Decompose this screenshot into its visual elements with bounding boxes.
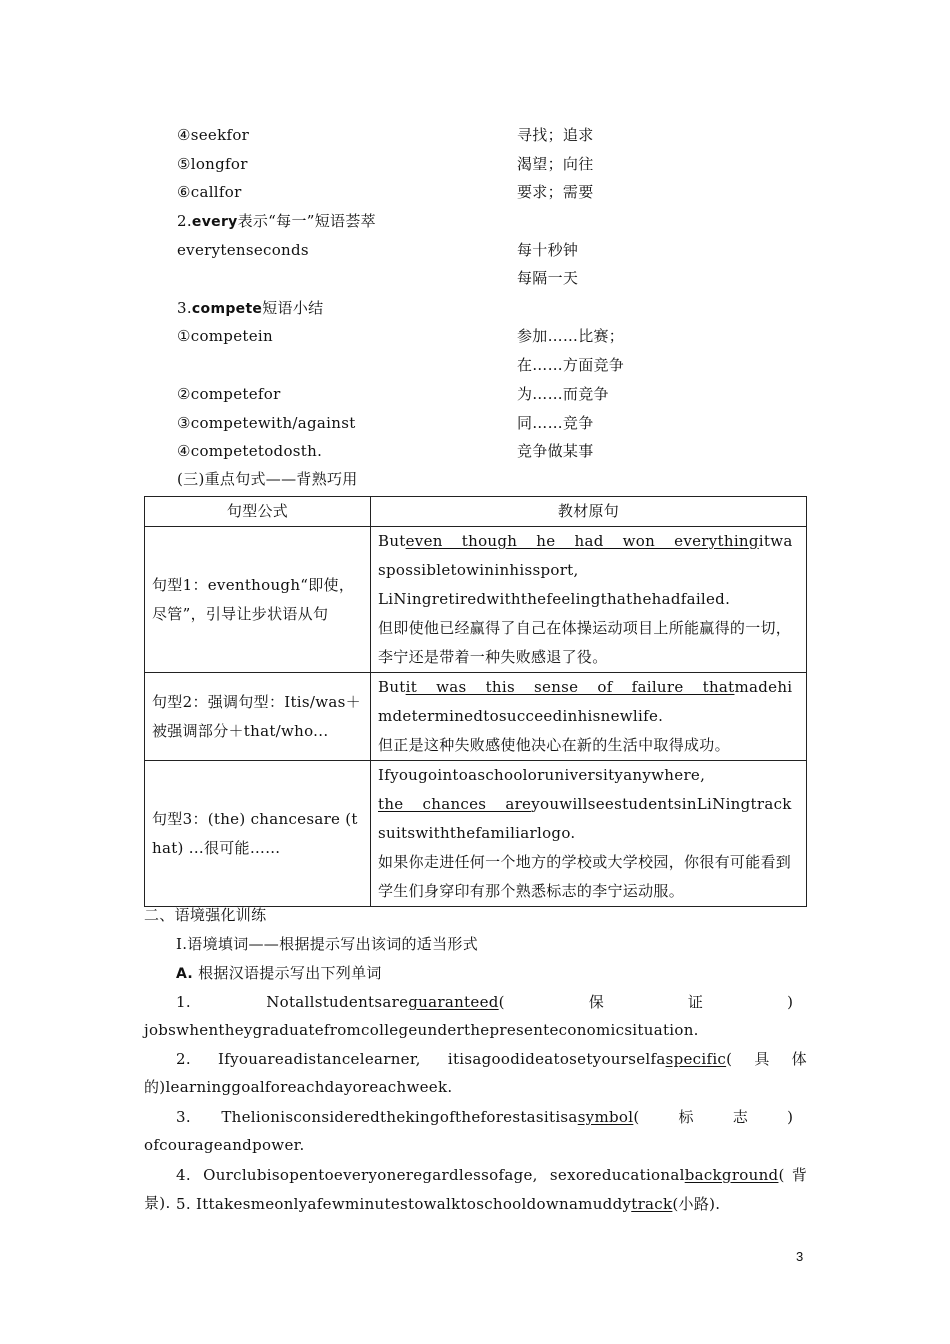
phrase-cn: 要求；需要	[517, 183, 594, 201]
compete-item-en: ②competefor	[177, 385, 281, 403]
exercise-text: ofcourageandpower.	[144, 1136, 305, 1154]
exercise-text: Ifyouareadistancelearner, itisagoodideatosetyourselfa	[218, 1050, 666, 1068]
underlined-phrase: even though he had won everything	[405, 532, 759, 550]
table-row	[145, 761, 807, 907]
every-heading	[177, 211, 376, 232]
example-text: LiNingretiredwiththefeelingthathehadfailed.	[378, 590, 731, 608]
compete-item-en: ①competein	[177, 327, 273, 345]
every-item-cn: 每十秒钟	[517, 241, 579, 259]
part-a-heading	[144, 959, 807, 988]
example-text: youwillseestudentsinLiNingtracksuitswiththefamiliarlogo.	[378, 795, 792, 842]
example-cell	[371, 527, 807, 673]
exercise-answer: specific	[665, 1050, 727, 1068]
phrase-cn: 寻找；追求	[517, 126, 594, 144]
exercise-hint: (保证)	[498, 993, 807, 1011]
compete-heading	[177, 298, 323, 319]
exercise-answer: guaranteed	[408, 993, 499, 1011]
sentence-section-title: (三)重点句式——背熟巧用	[177, 470, 358, 488]
table-row	[145, 527, 807, 673]
exercise-item	[144, 1190, 807, 1218]
pattern-cell: 句型1：eventhough“即使，尽管”，引导让步状语从句	[145, 527, 371, 673]
exercise-text: Ittakesmeonlyafewminutestowalktoschooldownamuddy	[196, 1195, 632, 1213]
exercise-hint: (背景)	[144, 1166, 807, 1212]
exercise-text: .	[165, 1194, 171, 1212]
exercise-hint: (具体的)	[144, 1050, 807, 1096]
exercise-text: jobswhentheygraduatefromcollegeunderthepresenteconomicsituation.	[144, 1021, 699, 1039]
exercise-item	[144, 1045, 807, 1101]
part-title: Ⅰ.语境填词——根据提示写出该词的适当形式	[176, 935, 478, 953]
compete-item-cn: 竞争做某事	[517, 442, 594, 460]
example-text: But	[378, 678, 406, 696]
exercise-text: Ourclubisopentoeveryoneregardlessofage, sexoreducational	[203, 1166, 685, 1184]
exercise-hint: (小路)	[672, 1195, 716, 1213]
underlined-phrase: the chances are	[378, 795, 532, 813]
exercise-answer: symbol	[577, 1108, 634, 1126]
example-translation: 但即使他已经赢得了自己在体操运动项目上所能赢得的一切，李宁还是带着一种失败感退了役。	[378, 619, 792, 666]
exercise-text: .	[715, 1195, 721, 1213]
exercise-text: Notallstudentsare	[266, 993, 409, 1011]
compete-num: 3.	[177, 299, 192, 317]
phrase-en: ⑤longfor	[177, 155, 248, 173]
compete-item-cn: 同……竞争	[517, 414, 594, 432]
exercise-number: 4.	[176, 1166, 191, 1184]
exercise-text: Thelionisconsideredthekingoftheforestasitisa	[221, 1108, 578, 1126]
table-header: 句型公式	[145, 497, 371, 527]
exercise-number: 1.	[176, 993, 191, 1011]
compete-heading-text: 短语小结	[262, 299, 324, 317]
underlined-phrase: it was this sense of failure that	[405, 678, 735, 696]
phrase-cn: 渴望；向往	[517, 155, 594, 173]
exercise-number: 5.	[176, 1195, 191, 1213]
compete-item-cn: 在……方面竞争	[517, 356, 625, 374]
part-a-text: 根据汉语提示写出下列单词	[198, 964, 382, 982]
compete-item-en: ④competetodosth.	[177, 442, 323, 460]
every-item-cn: 每隔一天	[517, 269, 579, 287]
pattern-cell: 句型3：(the) chancesare (that) ...很可能……	[145, 761, 371, 907]
example-translation: 但正是这种失败感使他决心在新的生活中取得成功。	[378, 736, 730, 754]
pattern-cell: 句型2：强调句型：Itis/was＋被强调部分＋that/who...	[145, 673, 371, 761]
exercise-answer: background	[684, 1166, 779, 1184]
exercise-item	[144, 988, 807, 1044]
compete-item-cn: 参加……比赛；	[517, 327, 625, 345]
table-row	[145, 673, 807, 761]
example-text: But	[378, 532, 406, 550]
exercise-hint: (标志)	[633, 1108, 807, 1126]
exercise-item	[144, 1103, 807, 1159]
example-cell	[371, 761, 807, 907]
example-cell	[371, 673, 807, 761]
sentence-pattern-table	[144, 496, 807, 907]
example-text: madehimdeterminedtosucceedinhisnewlife.	[378, 678, 793, 725]
page-number: 3	[796, 1249, 804, 1264]
compete-keyword: compete	[191, 301, 263, 317]
table-header: 教材原句	[371, 497, 807, 527]
compete-item-cn: 为……而竞争	[517, 385, 609, 403]
part-a-label: A.	[176, 966, 194, 982]
phrase-en: ⑥callfor	[177, 183, 242, 201]
every-item-en: everytenseconds	[177, 241, 309, 259]
table-header-row	[145, 497, 807, 527]
compete-item-en: ③competewith/against	[177, 414, 356, 432]
exercise-number: 3.	[176, 1108, 191, 1126]
exercise-number: 2.	[176, 1050, 191, 1068]
exercise-text: learninggoalforeachdayoreachweek.	[165, 1078, 453, 1096]
example-text: itwaspossibletowininhissport,	[378, 532, 793, 579]
every-keyword: every	[191, 214, 238, 230]
example-translation: 如果你走进任何一个地方的学校或大学校园，你很有可能看到学生们身穿印有那个熟悉标志的李宁运动服。	[378, 853, 792, 900]
section-title: 二、语境强化训练	[144, 906, 267, 924]
phrase-en: ④seekfor	[177, 126, 250, 144]
example-text: Ifyougointoaschooloruniversityanywhere,	[378, 766, 706, 784]
every-heading-text: 表示“每一”短语荟萃	[237, 212, 376, 230]
exercise-answer: track	[631, 1195, 673, 1213]
every-num: 2.	[177, 212, 192, 230]
